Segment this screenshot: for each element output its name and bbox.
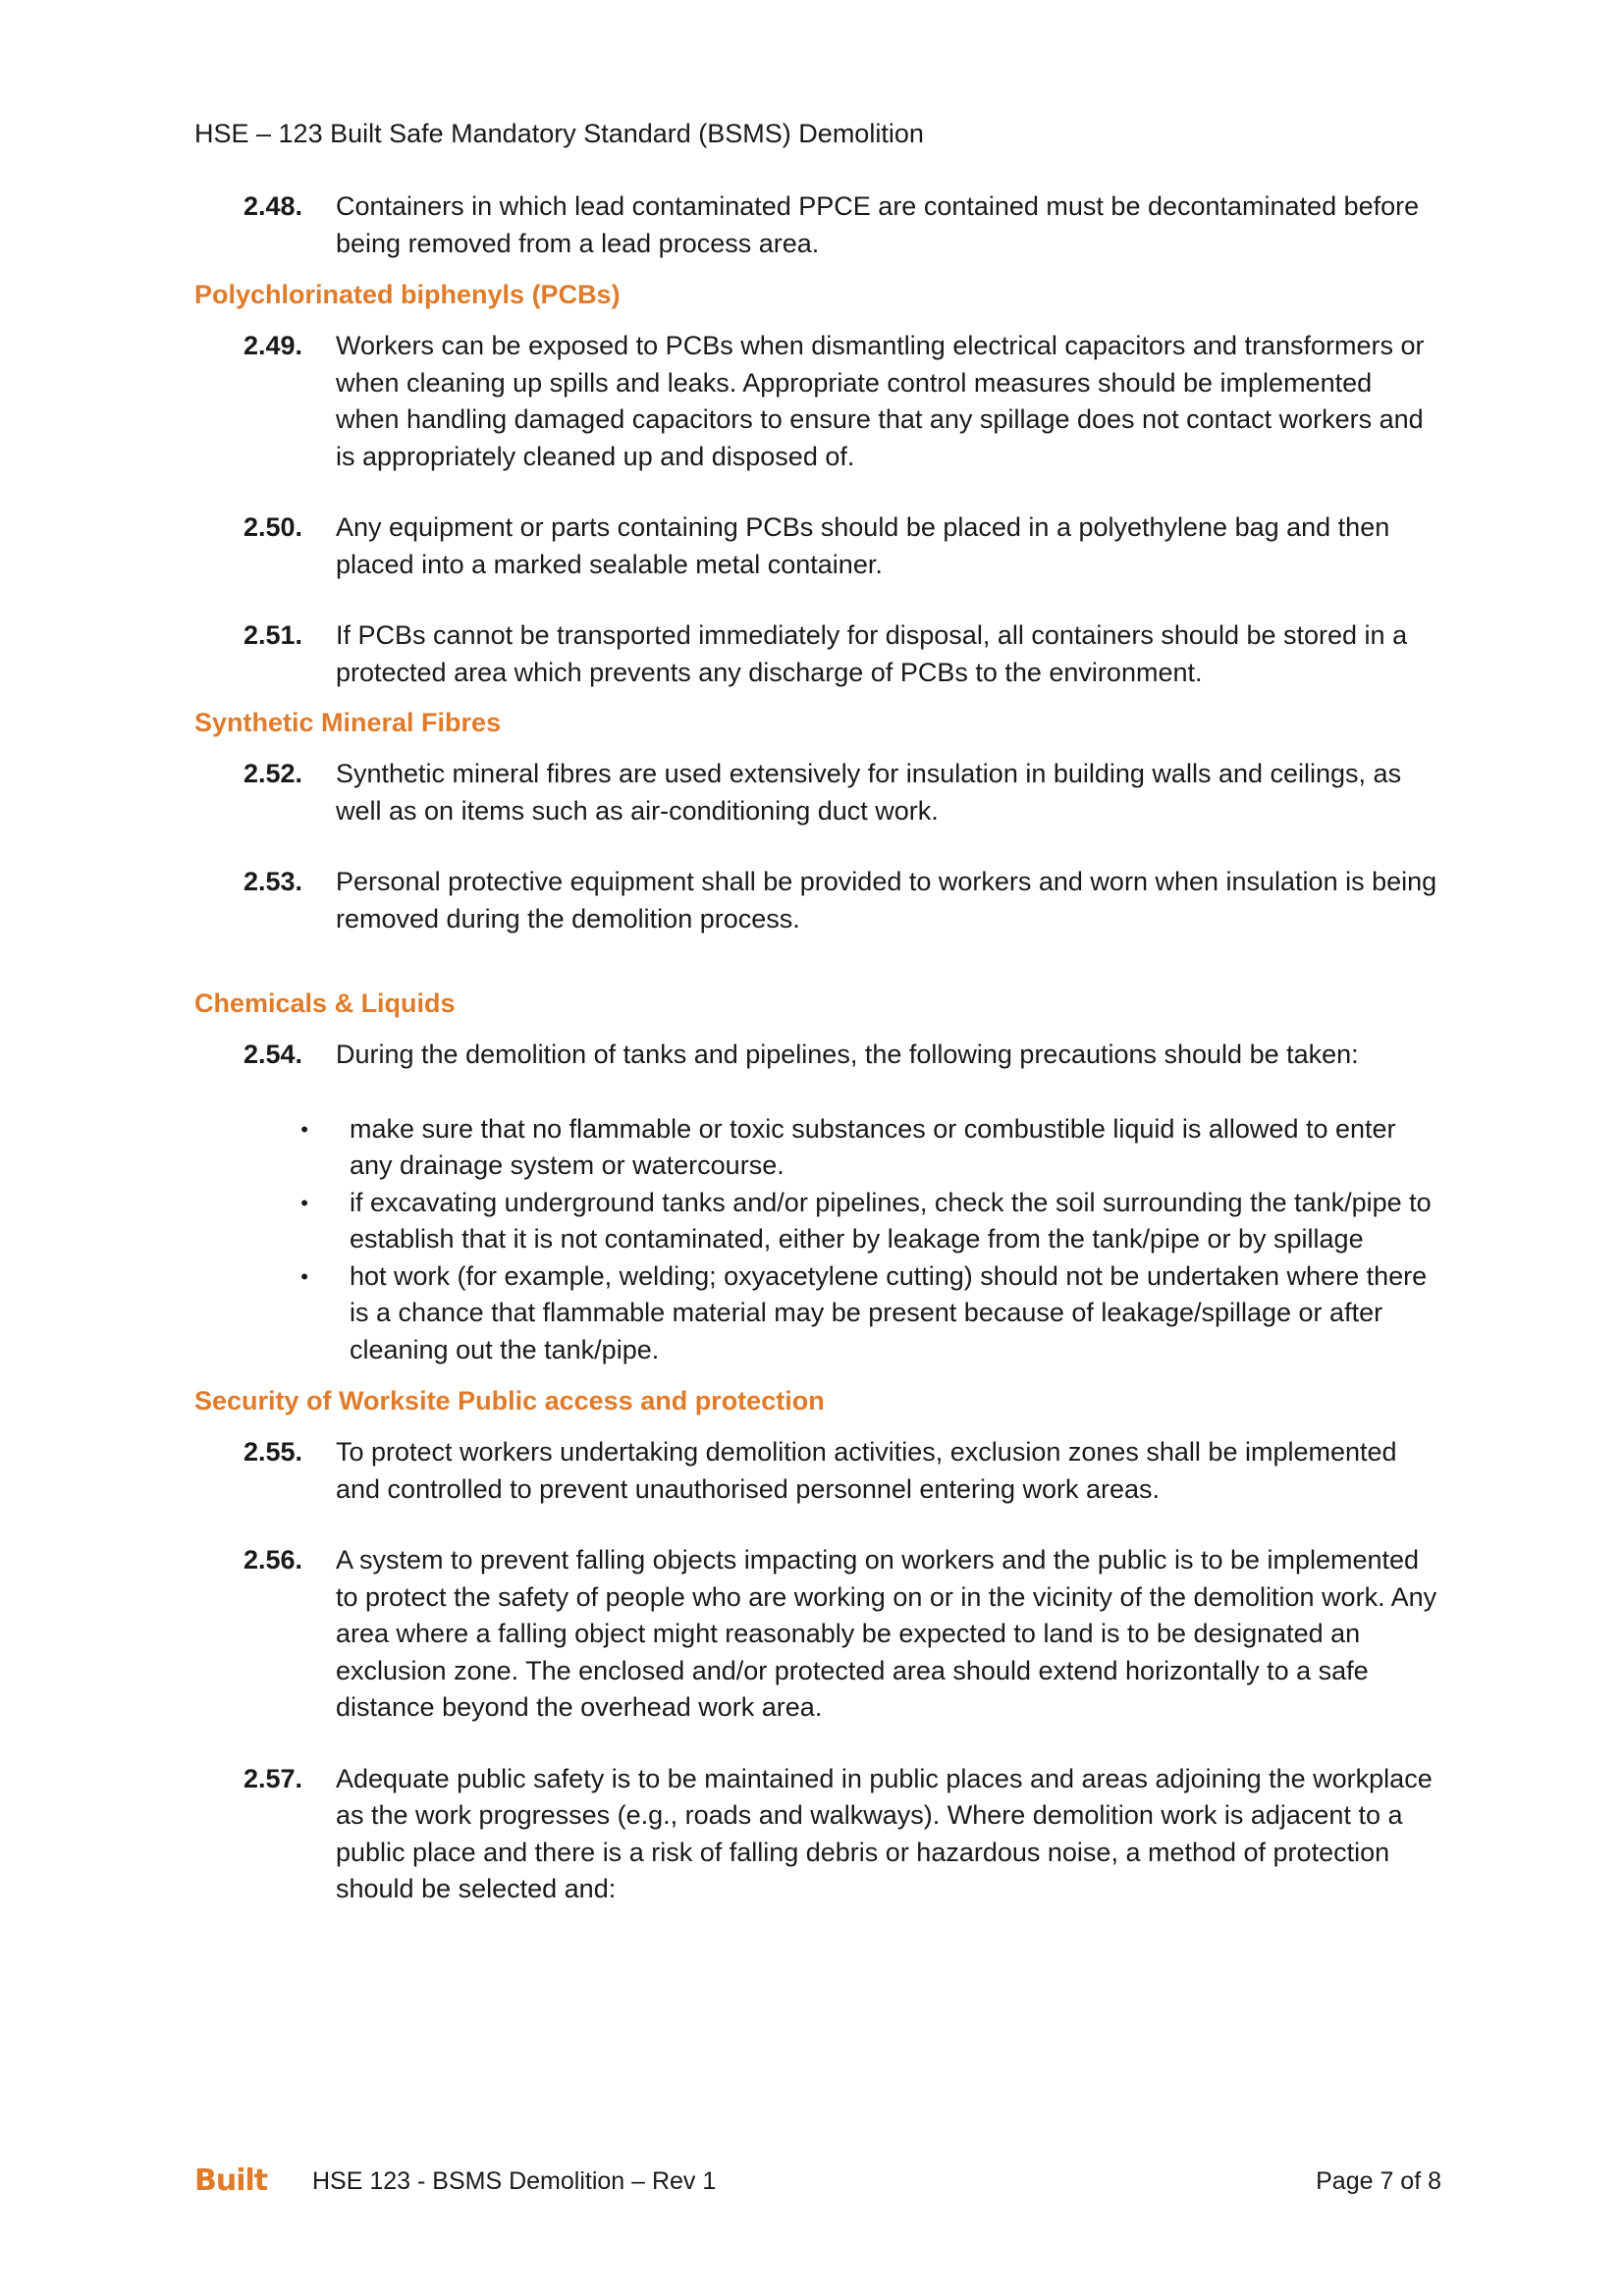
clause-2-54 <box>194 1037 1441 1074</box>
clause-2-51 <box>194 617 1441 691</box>
built-logo: Built <box>194 2163 268 2198</box>
clause-number: 2.52. <box>244 759 303 788</box>
bullet-icon: • <box>300 1263 308 1289</box>
clause-2-55 <box>194 1434 1441 1508</box>
bullet-icon: • <box>300 1116 308 1142</box>
clause-text: Any equipment or parts containing PCBs should be placed in a polyethylene bag and then placed into a marked sealable metal container. <box>336 512 1390 579</box>
clause-2-48 <box>194 188 1441 262</box>
clause-2-56 <box>194 1542 1441 1727</box>
list-item-text: make sure that no flammable or toxic substances or combustible liquid is allowed to enter any drainage system or watercourse. <box>350 1113 1396 1180</box>
clause-number: 2.57. <box>244 1763 303 1793</box>
list-item <box>194 1258 1441 1369</box>
list-item-text: if excavating underground tanks and/or pipelines, check the soil surrounding the tank/pipe to establish that it is not contaminated, either by leakage from the tank/pipe or by spillage <box>350 1187 1432 1254</box>
clause-2-53 <box>194 864 1441 937</box>
section-heading-security: Security of Worksite Public access and protection <box>194 1386 825 1415</box>
list-item-text: hot work (for example, welding; oxyacetylene cutting) should not be undertaken where there is a chance that flammable material may be present because of leakage/spillage or after cleaning out the tank/pipe. <box>350 1260 1428 1364</box>
clause-text: If PCBs cannot be transported immediately for disposal, all containers should be stored in a protected area which prevents any discharge of PCBs to the environment. <box>336 620 1408 687</box>
clause-2-52 <box>194 756 1441 829</box>
clause-text: Workers can be exposed to PCBs when dismantling electrical capacitors and transformers or when cleaning up spills and leaks. Appropriate control measures should be implemented when handling damaged capacitors to ensure that any spillage does not contact workers and is appropriately cleaned up and disposed of. <box>336 331 1425 471</box>
list-item <box>194 1111 1441 1185</box>
section-heading-chemicals: Chemicals & Liquids <box>194 988 456 1018</box>
precautions-list <box>194 1111 1441 1369</box>
clause-text: Personal protective equipment shall be provided to workers and worn when insulation is being removed during the demolition process. <box>336 867 1437 934</box>
clause-2-49 <box>194 328 1441 475</box>
page-footer <box>194 2162 1441 2201</box>
clause-text: Containers in which lead contaminated PPCE are contained must be decontaminated before being removed from a lead process area. <box>336 191 1420 258</box>
bullet-icon: • <box>300 1190 308 1215</box>
clause-2-50 <box>194 509 1441 583</box>
clause-text: A system to prevent falling objects impacting on workers and the public is to be implemented to protect the safety of people who are working on or in the vicinity of the demolition work. Any area where a falling object might reasonably be expected to land is to be designated an exclusion zone. The enclosed and/or protected area should extend horizontally to a safe distance beyond the overhead work area. <box>336 1545 1437 1722</box>
clause-text: Synthetic mineral fibres are used extensively for insulation in building walls and ceilings, as well as on items such as air-conditioning duct work. <box>336 759 1402 826</box>
section-heading-pcbs: Polychlorinated biphenyls (PCBs) <box>194 280 621 309</box>
list-item <box>194 1185 1441 1258</box>
clause-number: 2.54. <box>244 1040 303 1069</box>
footer-document-reference: HSE 123 - BSMS Demolition – Rev 1 <box>312 2167 717 2195</box>
clause-number: 2.51. <box>244 620 303 650</box>
clause-number: 2.50. <box>244 512 303 542</box>
clause-text: To protect workers undertaking demolition activities, exclusion zones shall be implemented and controlled to prevent unauthorised personnel entering work areas. <box>336 1437 1397 1504</box>
clause-number: 2.55. <box>244 1437 303 1467</box>
page-number: Page 7 of 8 <box>1316 2167 1441 2195</box>
clause-number: 2.48. <box>244 191 303 221</box>
clause-text: Adequate public safety is to be maintained in public places and areas adjoining the workplace as the work progresses (e.g., roads and walkways). Where demolition work is adjacent to a public place and there is a risk of falling debris or hazardous noise, a method of protection should be selected and: <box>336 1763 1433 1903</box>
clause-number: 2.49. <box>244 331 303 360</box>
page-header: HSE – 123 Built Safe Mandatory Standard (BSMS) Demolition <box>194 119 924 148</box>
clause-number: 2.56. <box>244 1545 303 1575</box>
clause-number: 2.53. <box>244 867 303 896</box>
document-body <box>194 188 1441 1908</box>
clause-2-57 <box>194 1761 1441 1908</box>
section-heading-smf: Synthetic Mineral Fibres <box>194 708 502 737</box>
clause-text: During the demolition of tanks and pipelines, the following precautions should be taken: <box>336 1040 1359 1069</box>
